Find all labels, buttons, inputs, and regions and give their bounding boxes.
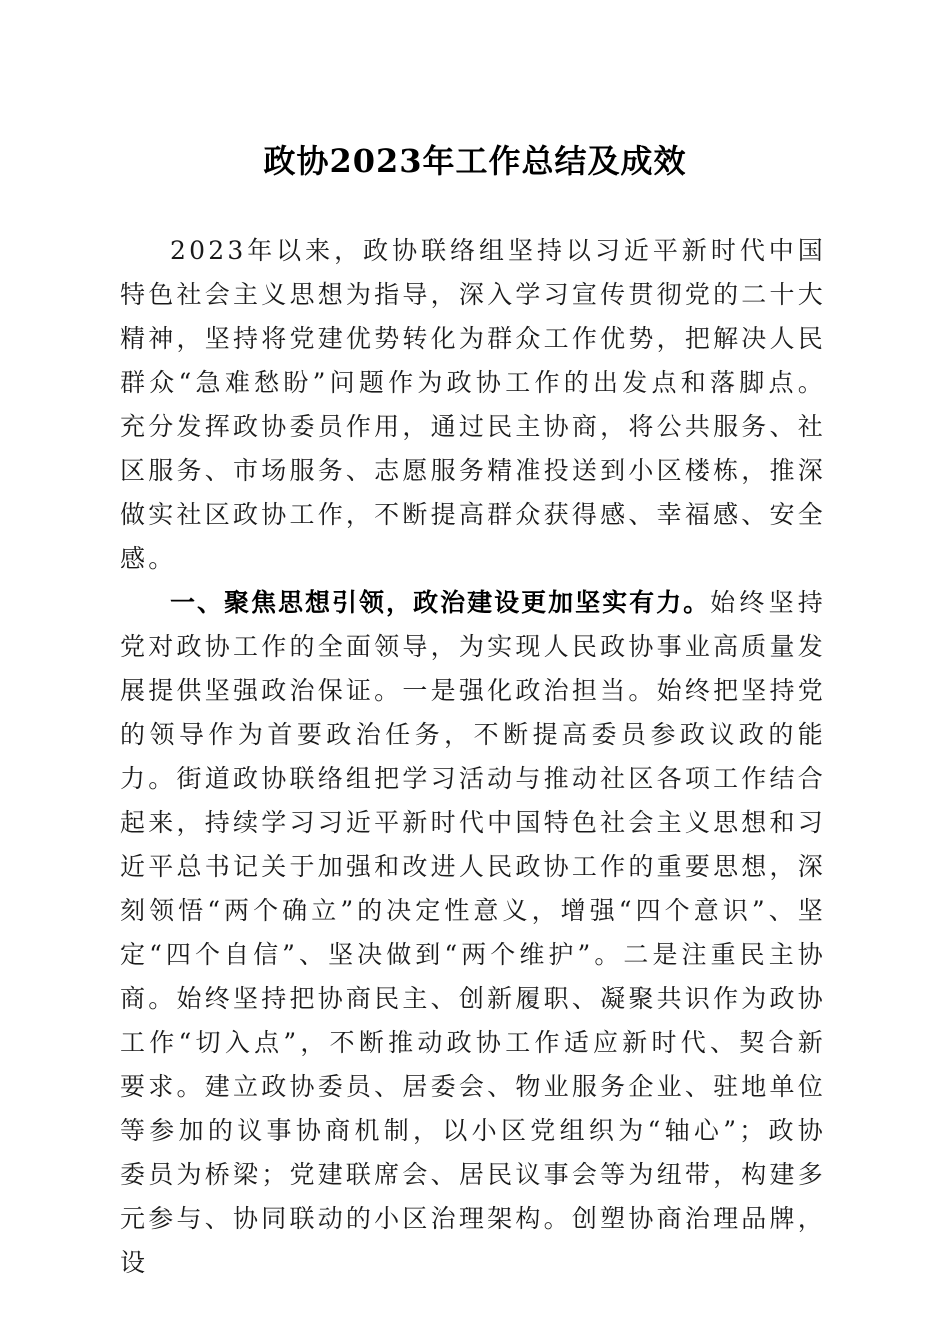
intro-paragraph <box>120 229 826 581</box>
intro-paragraph-text: 2023年以来，政协联络组坚持以习近平新时代中国特色社会主义思想为指导，深入学习宣传贯彻党的二十大精神，坚持将党建优势转化为群众工作优势，把解决人民群众“急难愁盼”问题作为政协工作的出发点和落脚点。充分发挥政协委员作用，通过民主协商，将公共服务、社区服务、市场服务、志愿服务精准投送到小区楼栋，推深做实社区政协工作，不断提高群众获得感、幸福感、安全感。 <box>120 236 826 573</box>
document-body <box>120 229 826 1285</box>
section-one-text: 始终坚持党对政协工作的全面领导，为实现人民政协事业高质量发展提供坚强政治保证。一是强化政治担当。始终把坚持党的领导作为首要政治任务，不断提高委员参政议政的能力。街道政协联络组把学习活动与推动社区各项工作结合起来，持续学习习近平新时代中国特色社会主义思想和习近平总书记关于加强和改进人民政协工作的重要思想，深刻领悟“两个确立”的决定性意义，增强“四个意识”、坚定“四个自信”、坚决做到“两个维护”。二是注重民主协商。始终坚持把协商民主、创新履职、凝聚共识作为政协工作“切入点”，不断推动政协工作适应新时代、契合新要求。建立政协委员、居委会、物业服务企业、驻地单位等参加的议事协商机制，以小区党组织为“轴心”；政协委员为桥梁；党建联席会、居民议事会等为纽带，构建多元参与、协同联动的小区治理架构。创塑协商治理品牌，设 <box>120 588 826 1277</box>
section-one-heading: 一、聚焦思想引领，政治建设更加坚实有力。 <box>170 588 711 617</box>
section-one-paragraph <box>120 581 826 1285</box>
document-title: 政协2023年工作总结及成效 <box>263 142 687 180</box>
